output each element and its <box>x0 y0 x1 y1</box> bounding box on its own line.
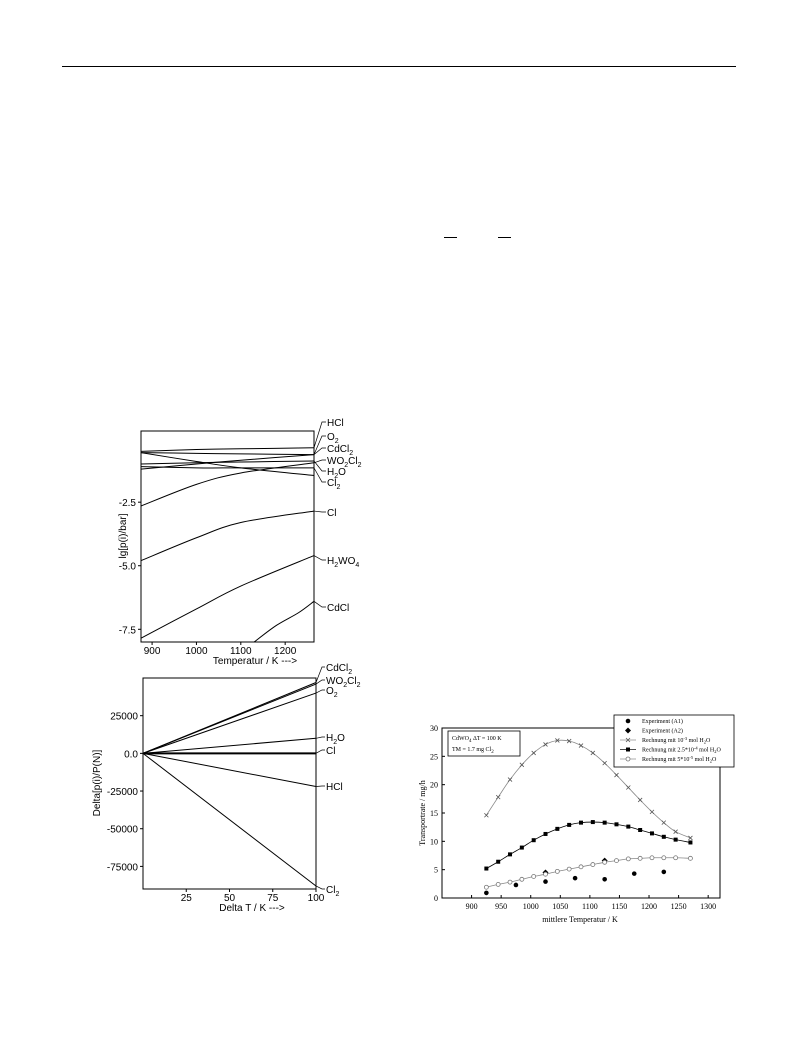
chart3-series-rechnung-mit-10-3-mol-h2o-point <box>579 744 583 748</box>
chart2-label-wo2cl2-sub: 2 <box>343 682 348 689</box>
chart3-series-rechnung-mit-2-5-10-4-mol-h2o-point <box>614 822 618 826</box>
chart3-series-rechnung-mit-10-3-mol-h2o-point <box>484 813 488 817</box>
chart3-ytick-label: 15 <box>430 809 438 818</box>
chart3-series-rechnung-mit-10-3-mol-h2o-point <box>650 810 654 814</box>
chart1-leader-wo2cl2 <box>314 460 326 463</box>
chart1-line-h2wo4 <box>141 556 314 639</box>
chart2-label-cdcl2-sub: 2 <box>348 669 353 676</box>
chart1-y-axis-label: lg[p(i)/bar] <box>118 513 129 559</box>
chart1-leader-hcl <box>314 422 326 448</box>
chart3-xtick-label: 1150 <box>611 902 628 911</box>
chart3-series-rechnung-mit-10-3-mol-h2o-point <box>638 798 642 802</box>
chart2-label-cl2-sub: 2 <box>335 891 340 898</box>
chart3-series-rechnung-mit-10-3-mol-h2o-point <box>614 773 618 777</box>
chart1-label-cdcl2-sub: 2 <box>349 450 354 457</box>
chart3-x-axis-label: mittlere Temperatur / K <box>542 915 618 924</box>
chart2-line-hcl <box>143 753 316 786</box>
chart3-legend-item-1-text: Experiment (A2) <box>642 728 683 735</box>
chart1-xtick-label: 900 <box>143 646 161 657</box>
chart1-ytick-label: -2.5 <box>118 498 136 510</box>
chart3-legend-item-3-sub: 2 <box>714 749 717 754</box>
chart3-xtick-label: 900 <box>465 902 478 911</box>
chart3-series-rechnung-mit-5-10-5-mol-h2o-point <box>532 874 536 878</box>
chart3-xtick-label: 1200 <box>641 902 658 911</box>
chart2-label-o2 <box>326 686 338 699</box>
chart2-leader-cl <box>316 750 325 753</box>
chart3-legend-item-4-post: mol H <box>693 757 710 763</box>
chart3-legend-item-4-end: O <box>712 757 717 763</box>
chart3-series-rechnung-mit-5-10-5-mol-h2o-point <box>614 859 618 863</box>
chart2-xtick-label: 75 <box>267 893 279 904</box>
chart3-series-rechnung-mit-2-5-10-4-mol-h2o-point <box>591 820 595 824</box>
chart1-label-wo2cl2-sub2: 2 <box>357 462 362 469</box>
chart2-label-hcl-main: HCl <box>326 782 343 793</box>
chart2-label-cdcl2-main: CdCl <box>326 663 349 674</box>
chart3-series-rechnung-mit-2-5-10-4-mol-h2o-point <box>496 860 500 864</box>
chart2-series <box>143 683 316 886</box>
chart3-series-rechnung-mit-10-3-mol-h2o-point <box>496 795 500 799</box>
chart3-series-rechnung-mit-5-10-5-mol-h2o-point <box>520 877 524 881</box>
chart1-label-h2o-main2: O <box>338 467 346 478</box>
chart1-label-h2wo4-main2: WO <box>338 556 356 567</box>
chart3-legend-item-3-text <box>642 746 722 755</box>
chart2-label-h2o-main2: O <box>337 733 345 744</box>
chart1-line-cl2 <box>141 467 314 468</box>
chart3-series-rechnung-mit-5-10-5-mol-h2o-point <box>626 857 630 861</box>
chart3-ytick-label: 30 <box>430 724 438 733</box>
chart3-series-rechnung-mit-5-10-5-mol-h2o-line <box>486 858 690 888</box>
chart3-series-experiment-a1-point <box>514 883 519 888</box>
chart2-leader-o2 <box>316 690 325 693</box>
chart2-ytick-label: 0.0 <box>124 749 138 761</box>
chart3-ytick-label: 10 <box>430 837 438 847</box>
chart3-legend-item-4-sub: 2 <box>709 758 713 764</box>
chart1-label-h2o-main: H <box>327 467 335 478</box>
chart1-label-cl2 <box>327 478 340 491</box>
chart1-label-cl2-sub: 2 <box>336 484 341 491</box>
chart3-xtick-label: 1250 <box>670 902 687 911</box>
chart1-species-labels <box>314 418 362 614</box>
chart3-series-experiment-a1-point <box>662 870 667 875</box>
chart3-series-rechnung-mit-2-5-10-4-mol-h2o-point <box>544 832 548 836</box>
chart2-label-cl-main: Cl <box>326 746 336 757</box>
chart2-xtick-label: 100 <box>307 893 325 904</box>
chart1-series <box>141 448 314 642</box>
chart3-series-rechnung-mit-5-10-5-mol-h2o-point <box>484 885 488 889</box>
chart2-ytick-label: 25000 <box>110 711 138 723</box>
chart1-leader-o2 <box>314 436 326 455</box>
chart3-series-rechnung-mit-2-5-10-4-mol-h2o-line <box>486 822 690 868</box>
chart3-legend-item-3-post: mol H <box>697 747 715 754</box>
chart3-series-rechnung-mit-5-10-5-mol-h2o-point <box>674 856 678 860</box>
chart2-label-h2o-sub: 2 <box>333 739 338 746</box>
chart2-label-cl2 <box>326 885 339 898</box>
chart1-line-unlabeled-6 <box>141 463 314 506</box>
chart1-leader-cl2 <box>314 468 326 482</box>
chart3-legend-item-2-sub: 2 <box>703 739 707 745</box>
chart1-line-cl <box>141 511 314 561</box>
chart3-series-rechnung-mit-5-10-5-mol-h2o-point <box>688 856 692 860</box>
chart3-legend-item-4-marker <box>626 757 630 761</box>
chart2-label-h2o-main: H <box>326 733 334 744</box>
chart2-y-axis-label: Delta[p(i)/P(N)] <box>92 749 103 817</box>
chart3-xtick-label: 1050 <box>552 902 569 911</box>
chart3-xtick-label: 950 <box>495 902 508 911</box>
chart1-label-wo2cl2-sub: 2 <box>344 462 349 469</box>
chart3-series-rechnung-mit-10-3-mol-h2o-point <box>603 761 607 765</box>
chart3-series-rechnung-mit-2-5-10-4-mol-h2o-point <box>674 838 678 842</box>
chart1-label-cdcl <box>327 603 349 614</box>
chart3-legend-item-2-pre: Rechnung mit 10 <box>642 738 684 744</box>
chart2-label-wo2cl2-main: WO <box>326 676 344 687</box>
chart3-series-rechnung-mit-5-10-5-mol-h2o-point <box>638 856 642 860</box>
chart2-ytick-label: -25000 <box>106 787 138 799</box>
chart2-label-o2-main: O <box>326 686 334 697</box>
chart3-legend-item-4-pre: Rechnung mit 5*10 <box>642 757 690 763</box>
chart2-line-o2 <box>143 693 316 753</box>
chart3-series-rechnung-mit-5-10-5-mol-h2o-point <box>650 856 654 860</box>
chart3-series-rechnung-mit-10-3-mol-h2o-point <box>591 751 595 755</box>
chart3-series-rechnung-mit-2-5-10-4-mol-h2o-point <box>484 867 488 871</box>
chart1-label-o2-main: O <box>327 432 335 443</box>
chart1-label-wo2cl2-main: WO <box>327 456 345 467</box>
chart3-series-experiment-a1-point <box>632 871 637 876</box>
chart1-leader-cl <box>314 511 326 512</box>
chart3-series-rechnung-mit-5-10-5-mol-h2o-point <box>591 863 595 867</box>
chart3-legend-item-2-post: mol H <box>687 738 704 744</box>
chart3-series-rechnung-mit-10-3-mol-h2o-point <box>520 763 524 767</box>
chart2-label-cdcl2 <box>326 663 352 676</box>
chart3-series-rechnung-mit-10-3-mol-h2o-point <box>662 821 666 825</box>
chart3-legend-item-2-end: O <box>706 738 711 744</box>
chart3-xtick-label: 1300 <box>700 902 717 911</box>
chart1-label-hcl-main: HCl <box>327 418 344 429</box>
chart1-label-h2wo4-sub: 2 <box>334 562 339 569</box>
chart1-axis-ticks <box>119 498 297 657</box>
chart1-label-cl <box>327 508 336 519</box>
chart3-ytick-label: 0 <box>434 894 438 903</box>
chart3-series-rechnung-mit-10-3-mol-h2o-point <box>688 836 692 840</box>
chart3-series-rechnung-mit-2-5-10-4-mol-h2o-point <box>532 838 536 842</box>
chart1-ytick-label: -5.0 <box>118 561 136 573</box>
chart1-label-hcl <box>327 418 344 429</box>
chart1-line-wo2cl2 <box>141 453 314 476</box>
chart3-legend-item-4-text <box>642 755 717 764</box>
chart2-species-labels <box>316 663 361 898</box>
chart3-series-rechnung-mit-5-10-5-mol-h2o-point <box>579 865 583 869</box>
chart1-ytick-label: -7.5 <box>118 625 136 637</box>
chart2-leader-hcl <box>316 786 325 787</box>
chart2-line-wo2cl2 <box>143 684 316 753</box>
chart3-series-rechnung-mit-2-5-10-4-mol-h2o-point <box>567 823 571 827</box>
chart2-leader-h2o <box>316 737 325 738</box>
chart3-series-rechnung-mit-10-3-mol-h2o-point <box>532 751 536 755</box>
chart2-ytick-label: -50000 <box>106 824 138 836</box>
chart3-annotation-line1: CdWO$_4$ ΔT = 100 K <box>452 736 502 744</box>
chart2-label-h2o <box>326 733 345 746</box>
chart1-label-wo2cl2-main2: Cl <box>348 456 358 467</box>
chart3-series-experiment-a1-point <box>602 877 607 882</box>
chart3-legend-item-3-end: O <box>716 747 721 754</box>
chart2-label-cl2-main: Cl <box>326 885 336 896</box>
chart3-series-rechnung-mit-10-3-mol-h2o-point <box>544 742 548 746</box>
chart1-x-axis-label: Temperatur / K ---> <box>212 656 298 667</box>
chart3-series-rechnung-mit-10-3-mol-h2o-point <box>626 786 630 790</box>
chart1-label-cdcl-main: CdCl <box>327 603 350 614</box>
chart1-label-cl-main: Cl <box>327 508 337 519</box>
chart1-xtick-label: 1200 <box>274 646 297 657</box>
chart3-series-rechnung-mit-2-5-10-4-mol-h2o-point <box>638 828 642 832</box>
chart1-label-h2o-sub: 2 <box>334 473 339 480</box>
chart3-series-experiment-a1-point <box>484 891 489 896</box>
chart3-series-experiment-a1-point <box>543 879 548 884</box>
chart2-ytick-label: -75000 <box>106 862 138 874</box>
chart3-series-rechnung-mit-2-5-10-4-mol-h2o-point <box>650 831 654 835</box>
chart3-series-rechnung-mit-5-10-5-mol-h2o-point <box>603 860 607 864</box>
chart1-line-hcl <box>141 448 314 452</box>
chart3-series-rechnung-mit-2-5-10-4-mol-h2o-point <box>688 840 692 844</box>
chart3-legend-item-0-text: Experiment (A1) <box>642 719 683 725</box>
chart3-series-rechnung-mit-10-3-mol-h2o-point <box>674 830 678 834</box>
chart3-series-rechnung-mit-2-5-10-4-mol-h2o-point <box>603 821 607 825</box>
chart1-line-cdcl <box>254 601 314 642</box>
chart3-ytick-label: 25 <box>430 752 438 762</box>
chart2-leader-wo2cl2 <box>316 680 325 684</box>
chart2-label-cl <box>326 746 335 757</box>
chart3-legend-item-3-sup: -4 <box>693 745 698 751</box>
chart3-series-rechnung-mit-5-10-5-mol-h2o-point <box>662 856 666 860</box>
chart1-leader-cdcl <box>314 601 326 607</box>
chart2-xtick-label: 25 <box>180 893 192 904</box>
chart3-ytick-label: 5 <box>434 865 438 875</box>
chart3-series-rechnung-mit-5-10-5-mol-h2o-point <box>567 867 571 871</box>
chart3-annotation-line2: TM = 1.7 mg $Cl_2$ <box>452 747 494 755</box>
chart3-series-rechnung-mit-2-5-10-4-mol-h2o-point <box>508 852 512 856</box>
chart1-label-h2wo4-sub2: 4 <box>355 562 360 569</box>
chart3-series-rechnung-mit-5-10-5-mol-h2o-point <box>555 869 559 873</box>
chart1-label-o2-sub: 2 <box>334 438 339 445</box>
chart3-series-rechnung-mit-2-5-10-4-mol-h2o-point <box>579 821 583 825</box>
chart3-series-rechnung-mit-2-5-10-4-mol-h2o-point <box>662 835 666 839</box>
chart1-label-h2wo4 <box>327 556 359 569</box>
chart3-legend-item-2-sup: -3 <box>683 736 688 741</box>
chart2-xtick-label: 50 <box>223 893 236 904</box>
chart3-xtick-label: 1100 <box>582 902 598 911</box>
chart1-label-cdcl2-main: CdCl <box>327 444 350 455</box>
chart3-series-rechnung-mit-5-10-5-mol-h2o-point <box>496 882 500 886</box>
chart1-xtick-label: 1000 <box>185 646 208 657</box>
chart3-legend-item-3-pre: Rechnung mit 2.5*10 <box>642 747 694 754</box>
chart1-label-h2wo4-main: H <box>327 556 335 567</box>
chart3-series-rechnung-mit-2-5-10-4-mol-h2o-point <box>626 825 630 829</box>
chart3-series-experiment-a1-point <box>573 876 578 881</box>
chart2-plot-frame <box>143 678 316 889</box>
chart2-x-axis-label: Delta T / K ---> <box>219 903 285 914</box>
chart1-leader-h2wo4 <box>314 556 326 560</box>
chart1-xtick-label: 1100 <box>230 646 252 657</box>
chart3-legend-item-3-marker <box>626 748 630 752</box>
chart2-leader-cl2 <box>316 886 325 889</box>
chart3-ytick-label: 20 <box>430 780 438 790</box>
chart3-series-rechnung-mit-5-10-5-mol-h2o-point <box>508 880 512 884</box>
chart2-label-wo2cl2-sub2: 2 <box>356 682 361 689</box>
chart3-legend-item-2-text <box>642 736 711 745</box>
chart3-series-rechnung-mit-2-5-10-4-mol-h2o-point <box>520 846 524 850</box>
chart3-legend-item-0-marker <box>626 719 631 724</box>
chart3-legend-item-4-sup: -5 <box>689 755 694 760</box>
chart3-y-axis-label: Transportrate / mg/h <box>418 780 427 846</box>
chart2-label-hcl <box>326 782 343 793</box>
chart3-xtick-label: 1000 <box>522 902 539 911</box>
chart3-series-rechnung-mit-5-10-5-mol-h2o-point <box>544 872 548 876</box>
chart3-series-rechnung-mit-2-5-10-4-mol-h2o-point <box>555 827 559 831</box>
chart2-line-cl2 <box>143 753 316 886</box>
chart2-label-wo2cl2-main2: Cl <box>347 676 357 687</box>
chart1-line-o2 <box>141 453 314 455</box>
chart2-line-h2o <box>143 738 316 753</box>
chart3-series-rechnung-mit-10-3-mol-h2o-point <box>508 778 512 782</box>
chart1-label-cl2-main: Cl <box>327 478 337 489</box>
chart2-label-o2-sub: 2 <box>333 692 338 699</box>
